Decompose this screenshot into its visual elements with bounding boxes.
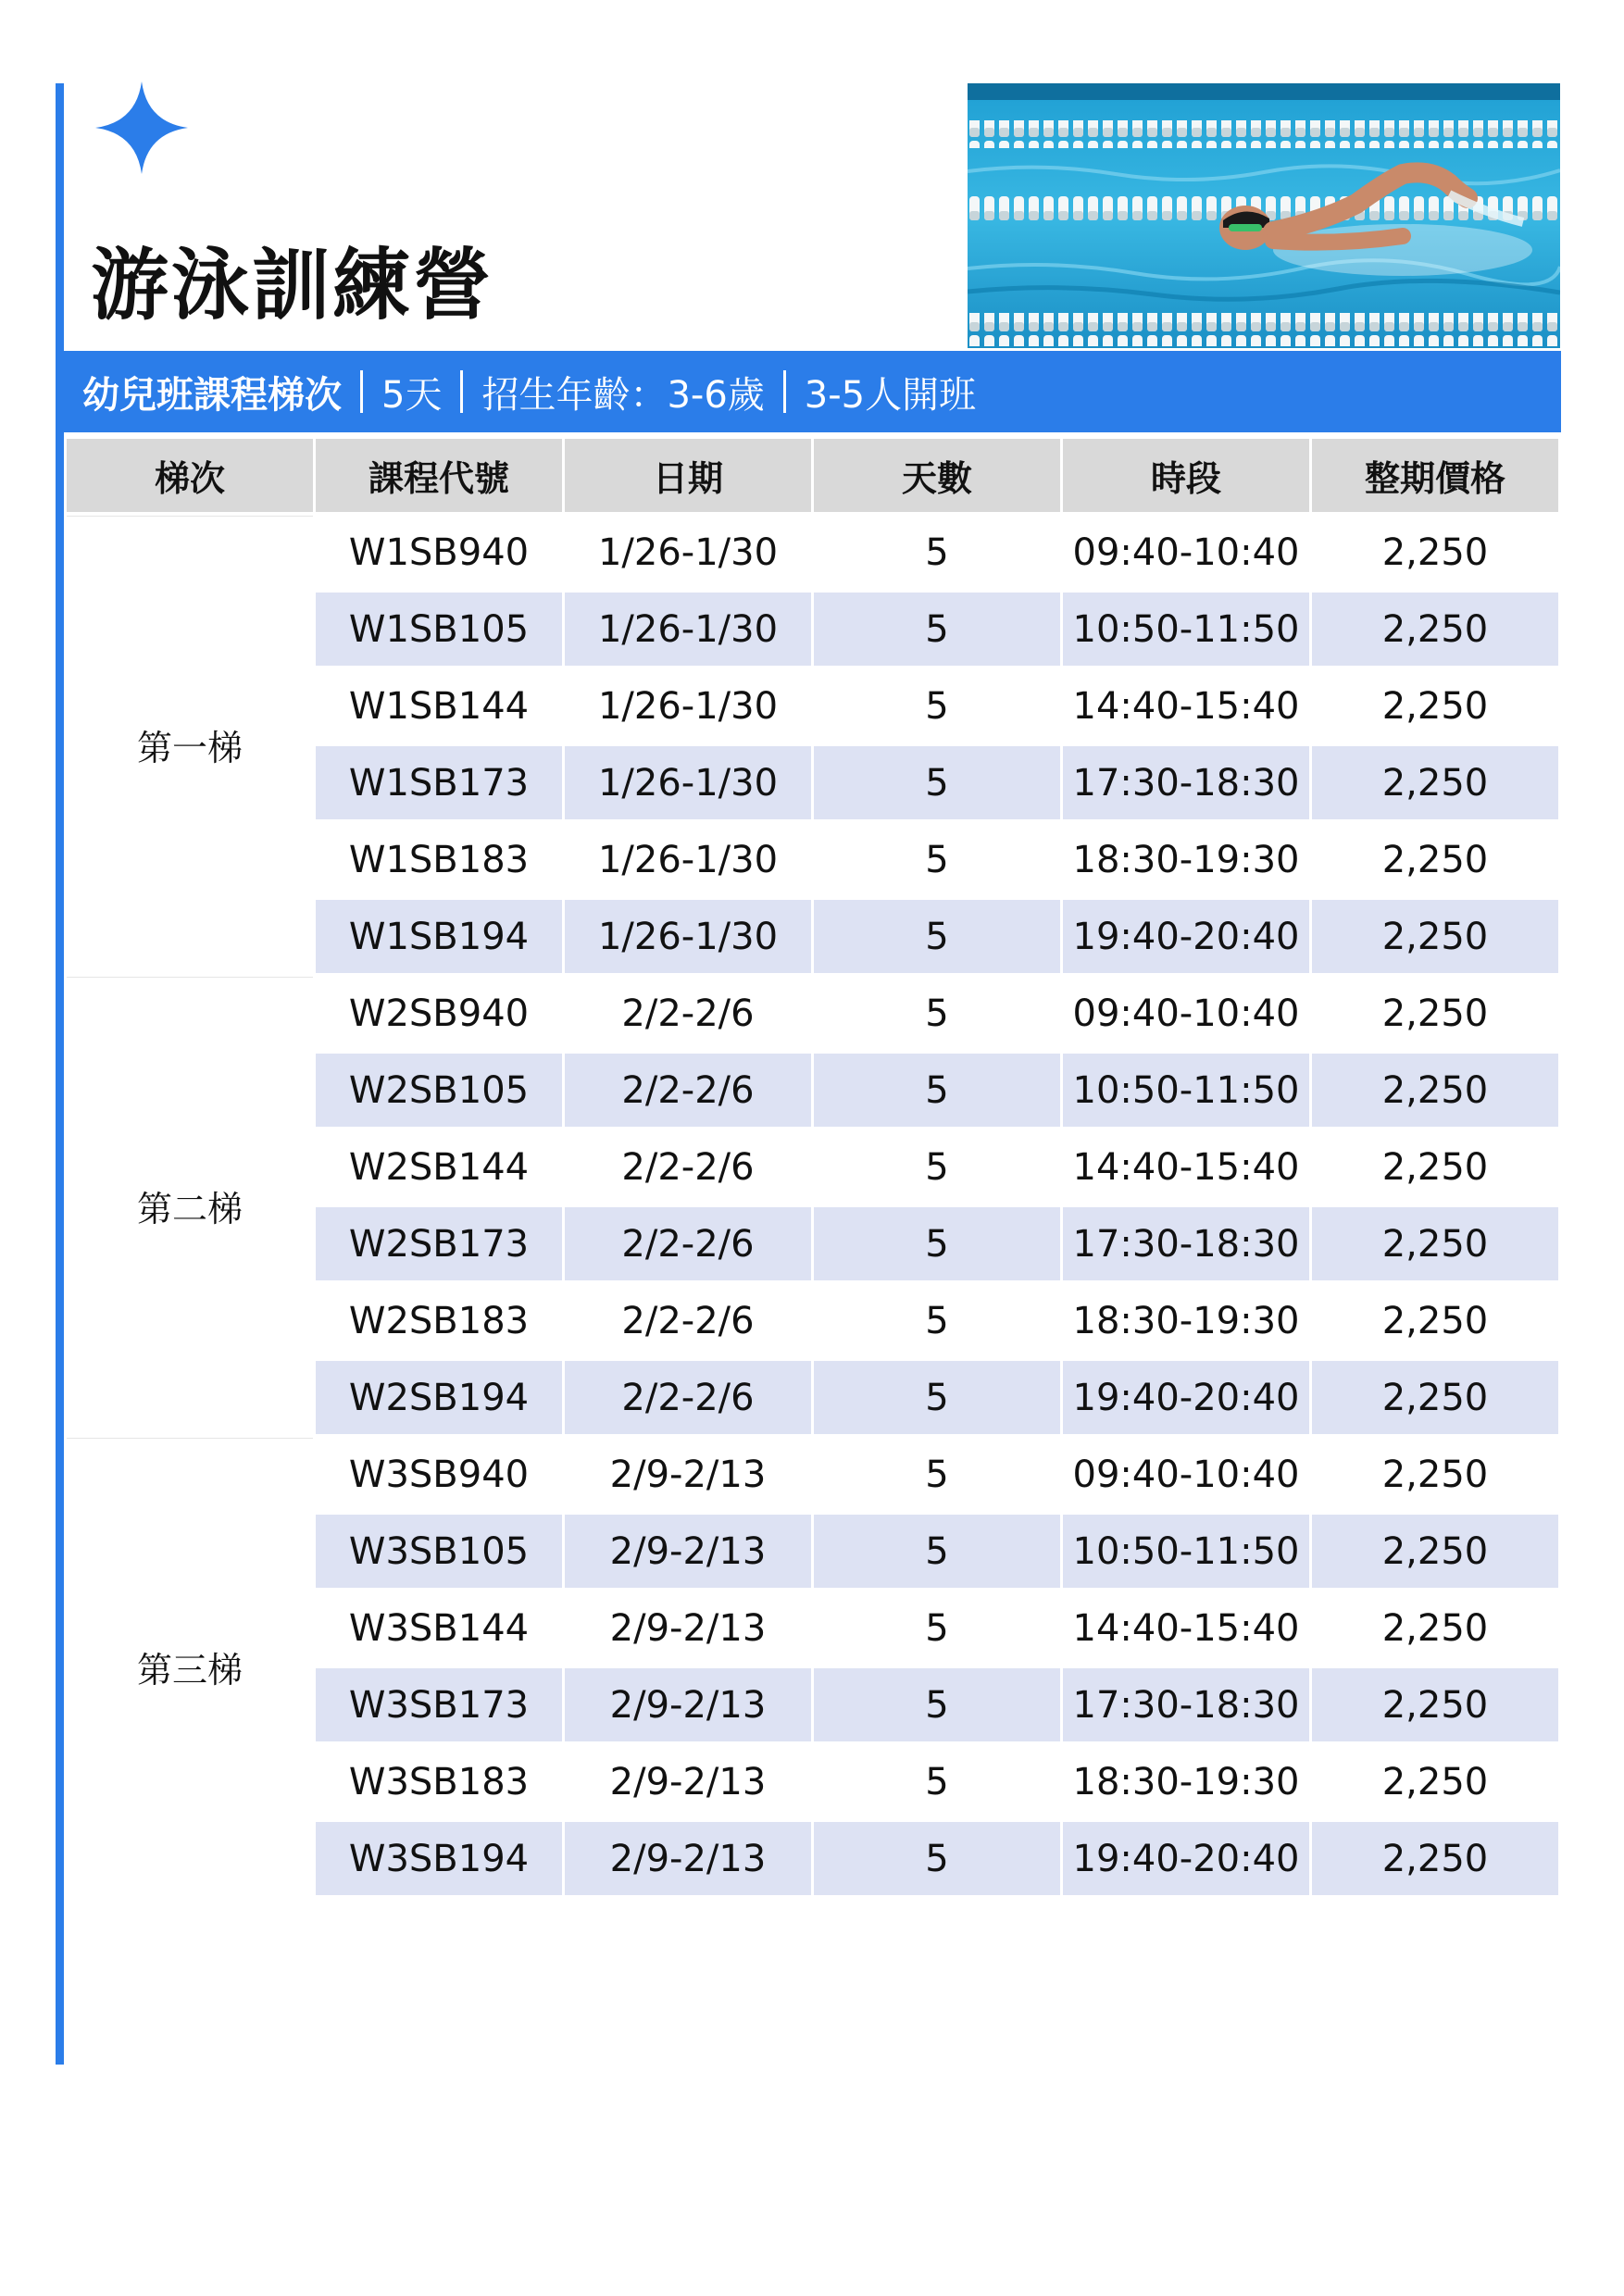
page-title: 游泳訓練營 — [91, 240, 494, 331]
days-cell: 5 — [814, 1822, 1060, 1895]
header-days: 天數 — [814, 439, 1060, 512]
days-cell: 5 — [925, 992, 949, 1035]
header-price: 整期價格 — [1312, 439, 1558, 512]
price-cell: 2,250 — [1381, 992, 1489, 1035]
days-cell: 5 — [925, 1606, 949, 1650]
course-code-cell: W2SB183 — [348, 1299, 530, 1342]
tier-cell: 第二梯 — [67, 977, 313, 1434]
time-slot-cell: 14:40-15:40 — [1072, 1606, 1300, 1650]
days-cell: 5 — [925, 1760, 949, 1803]
price-cell: 2,250 — [1312, 593, 1558, 666]
header-course-code: 課程代號 — [316, 439, 562, 512]
course-code-cell: W2SB144 — [348, 1145, 530, 1189]
price-cell: 2,250 — [1312, 1822, 1558, 1895]
days-cell: 5 — [814, 900, 1060, 973]
course-code-cell: W2SB173 — [316, 1207, 562, 1280]
time-slot-cell: 17:30-18:30 — [1063, 1668, 1309, 1741]
price-cell: 2,250 — [1381, 1145, 1489, 1189]
price-cell: 2,250 — [1381, 838, 1489, 881]
course-code-cell: W3SB183 — [348, 1760, 530, 1803]
date-cell: 2/2-2/6 — [621, 992, 755, 1035]
date-cell: 2/9-2/13 — [565, 1668, 811, 1741]
price-cell: 2,250 — [1312, 1668, 1558, 1741]
price-cell: 2,250 — [1381, 1299, 1489, 1342]
date-cell: 1/26-1/30 — [597, 684, 779, 728]
time-slot-cell: 17:30-18:30 — [1063, 746, 1309, 819]
tier-cell: 第一梯 — [67, 516, 313, 973]
date-cell: 2/9-2/13 — [565, 1822, 811, 1895]
time-slot-cell: 19:40-20:40 — [1063, 900, 1309, 973]
price-cell: 2,250 — [1312, 1361, 1558, 1434]
course-code-cell: W1SB194 — [316, 900, 562, 973]
time-slot-cell: 10:50-11:50 — [1063, 593, 1309, 666]
time-slot-cell: 10:50-11:50 — [1063, 1515, 1309, 1588]
days-cell: 5 — [925, 1453, 949, 1496]
price-cell: 2,250 — [1381, 530, 1489, 574]
days-cell: 5 — [814, 1668, 1060, 1741]
days-cell: 5 — [814, 746, 1060, 819]
days-cell: 5 — [925, 684, 949, 728]
date-cell: 1/26-1/30 — [565, 746, 811, 819]
table-header-row — [67, 439, 1558, 512]
date-cell: 1/26-1/30 — [597, 530, 779, 574]
schedule-table — [64, 435, 1561, 1899]
banner-divider — [460, 370, 463, 413]
course-code-cell: W1SB173 — [316, 746, 562, 819]
course-code-cell: W3SB173 — [316, 1668, 562, 1741]
days-cell: 5 — [925, 1299, 949, 1342]
course-code-cell: W1SB144 — [348, 684, 530, 728]
time-slot-cell: 19:40-20:40 — [1063, 1822, 1309, 1895]
header-date: 日期 — [565, 439, 811, 512]
banner-age-range: 招生年齡：3-6歲 — [481, 373, 765, 417]
price-cell: 2,250 — [1312, 746, 1558, 819]
course-code-cell: W3SB144 — [348, 1606, 530, 1650]
tier-cell: 第三梯 — [67, 1438, 313, 1895]
price-cell: 2,250 — [1312, 1515, 1558, 1588]
banner-course-name: 幼兒班課程梯次 — [82, 373, 342, 417]
time-slot-cell: 19:40-20:40 — [1063, 1361, 1309, 1434]
time-slot-cell: 09:40-10:40 — [1072, 1453, 1300, 1496]
price-cell: 2,250 — [1381, 1606, 1489, 1650]
time-slot-cell: 17:30-18:30 — [1063, 1207, 1309, 1280]
date-cell: 2/9-2/13 — [609, 1606, 767, 1650]
date-cell: 2/2-2/6 — [621, 1299, 755, 1342]
time-slot-cell: 09:40-10:40 — [1072, 530, 1300, 574]
banner-divider — [360, 370, 363, 413]
days-cell: 5 — [814, 593, 1060, 666]
days-cell: 5 — [814, 1054, 1060, 1127]
banner-class-size: 3-5人開班 — [804, 373, 977, 417]
price-cell: 2,250 — [1312, 900, 1558, 973]
course-code-cell: W2SB940 — [348, 992, 530, 1035]
date-cell: 2/9-2/13 — [609, 1760, 767, 1803]
time-slot-cell: 14:40-15:40 — [1072, 1145, 1300, 1189]
days-cell: 5 — [925, 530, 949, 574]
course-info-banner — [64, 351, 1561, 432]
four-point-star-icon — [95, 81, 188, 174]
date-cell: 1/26-1/30 — [565, 900, 811, 973]
date-cell: 2/2-2/6 — [565, 1361, 811, 1434]
time-slot-cell: 09:40-10:40 — [1072, 992, 1300, 1035]
price-cell: 2,250 — [1381, 1453, 1489, 1496]
days-cell: 5 — [925, 838, 949, 881]
price-cell: 2,250 — [1381, 1760, 1489, 1803]
days-cell: 5 — [814, 1515, 1060, 1588]
table-row — [67, 516, 1558, 589]
date-cell: 2/9-2/13 — [609, 1453, 767, 1496]
course-code-cell: W3SB105 — [316, 1515, 562, 1588]
date-cell: 2/2-2/6 — [621, 1145, 755, 1189]
time-slot-cell: 10:50-11:50 — [1063, 1054, 1309, 1127]
header-time-slot: 時段 — [1063, 439, 1309, 512]
date-cell: 2/9-2/13 — [565, 1515, 811, 1588]
date-cell: 1/26-1/30 — [565, 593, 811, 666]
course-code-cell: W2SB194 — [316, 1361, 562, 1434]
swimmer-photo — [968, 83, 1560, 348]
days-cell: 5 — [925, 1145, 949, 1189]
time-slot-cell: 14:40-15:40 — [1072, 684, 1300, 728]
course-code-cell: W3SB940 — [348, 1453, 530, 1496]
course-code-cell: W3SB194 — [316, 1822, 562, 1895]
date-cell: 2/2-2/6 — [565, 1054, 811, 1127]
price-cell: 2,250 — [1312, 1207, 1558, 1280]
course-code-cell: W1SB105 — [316, 593, 562, 666]
days-cell: 5 — [814, 1361, 1060, 1434]
header-tier: 梯次 — [67, 439, 313, 512]
table-row — [67, 1438, 1558, 1511]
date-cell: 1/26-1/30 — [597, 838, 779, 881]
table-row — [67, 977, 1558, 1050]
course-code-cell: W1SB940 — [348, 530, 530, 574]
time-slot-cell: 18:30-19:30 — [1072, 1760, 1300, 1803]
course-code-cell: W2SB105 — [316, 1054, 562, 1127]
price-cell: 2,250 — [1312, 1054, 1558, 1127]
left-accent-rule — [56, 83, 64, 2065]
time-slot-cell: 18:30-19:30 — [1072, 838, 1300, 881]
time-slot-cell: 18:30-19:30 — [1072, 1299, 1300, 1342]
course-code-cell: W1SB183 — [348, 838, 530, 881]
price-cell: 2,250 — [1381, 684, 1489, 728]
banner-divider — [783, 370, 786, 413]
days-cell: 5 — [814, 1207, 1060, 1280]
banner-days: 5天 — [381, 373, 443, 417]
date-cell: 2/2-2/6 — [565, 1207, 811, 1280]
